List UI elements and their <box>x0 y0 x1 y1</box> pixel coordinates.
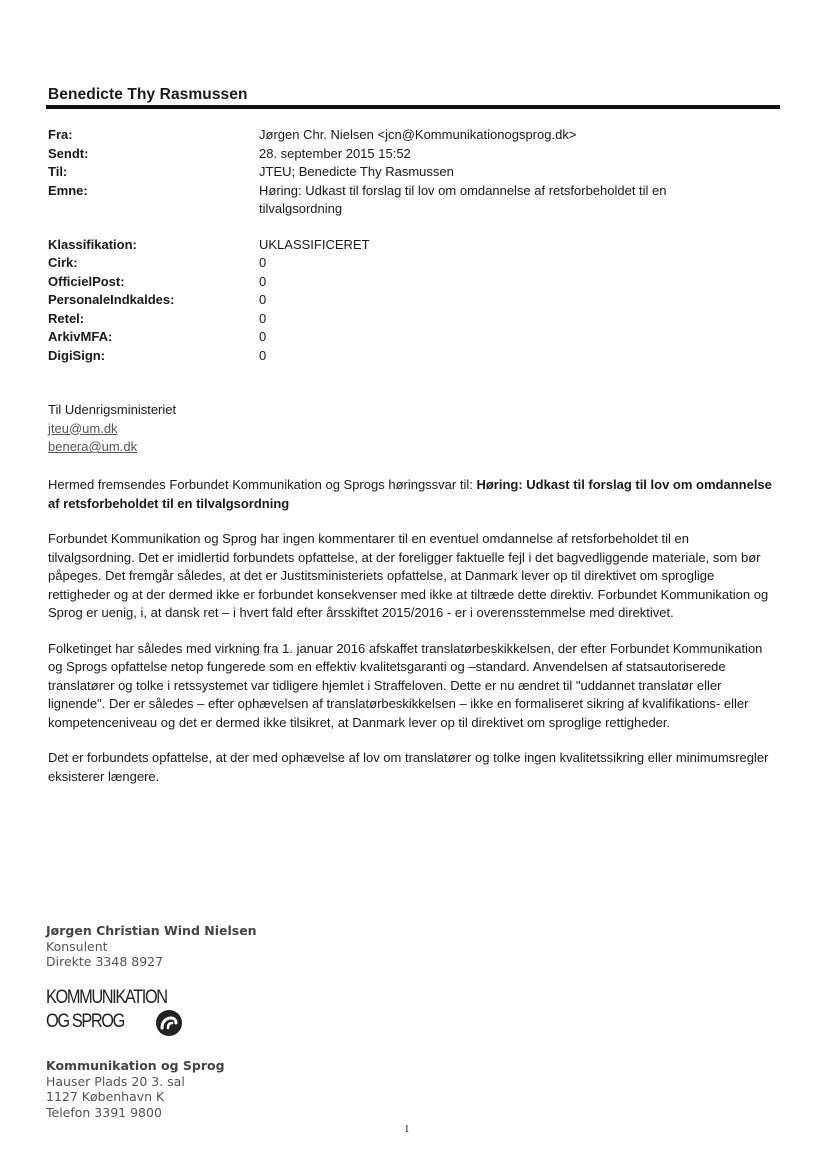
meta-value: 0 <box>259 347 267 363</box>
meta-label: Klassifikation: <box>48 236 137 252</box>
meta-label: OfficielPost: <box>48 273 125 289</box>
meta-value: JTEU; Benedicte Thy Rasmussen <box>259 164 454 179</box>
meta-label: Emne: <box>48 182 88 198</box>
meta-row-arkivmfa <box>48 328 768 347</box>
meta-value: 28. september 2015 15:52 <box>259 145 411 161</box>
meta-row-sent <box>48 145 768 164</box>
sender-heading: Benedicte Thy Rasmussen <box>48 86 248 103</box>
meta-row-digisign <box>48 347 768 366</box>
greeting-block <box>48 401 176 457</box>
email-metadata <box>48 126 768 365</box>
intro-paragraph <box>48 476 772 513</box>
meta-value: UKLASSIFICERET <box>259 236 370 252</box>
meta-row-from <box>48 126 768 145</box>
logo-line-1: KOMMUNIKATION <box>46 987 167 1008</box>
meta-row-to <box>48 163 768 182</box>
organization-name: Kommunikation og Sprog <box>46 1058 225 1073</box>
organization-phone: Telefon 3391 9800 <box>46 1104 162 1120</box>
meta-row-subject <box>48 182 768 219</box>
meta-label: Fra: <box>48 127 73 142</box>
meta-value: 0 <box>259 273 267 289</box>
signature-phone: Direkte 3348 8927 <box>46 954 164 969</box>
meta-label: Retel: <box>48 310 85 326</box>
email-link-jteu[interactable]: jteu@um.dk <box>48 420 118 436</box>
meta-label: ArkivMFA: <box>48 329 113 344</box>
meta-value: 0 <box>259 255 267 270</box>
meta-row-retel <box>48 310 768 329</box>
logo-mark-icon <box>156 1010 182 1036</box>
body-paragraph-3: Det er forbundets opfattelse, at der med ophævelse af lov om translatører og tolke ingen kvalitetssikring eller minimumsregler eksisterer længere. <box>48 750 769 784</box>
meta-value: Jørgen Chr. Nielsen <jcn@Kommunikationogsprog.dk> <box>259 127 577 142</box>
organization-block <box>46 1058 225 1120</box>
meta-value: 0 <box>259 310 267 326</box>
body-paragraph-1: Forbundet Kommunikation og Sprog har ingen kommentarer til en eventuel omdannelse af retsforbeholdet til en tilvalgsordning. Det er imidlertid forbundets opfattelse, at der foreligger faktuelle fejl i det bagvedliggende materiale, som bør påpeges. Det fremgår således, at det er Justitsministeriets opfattelse, at Danmark lever op til direktivet om sproglige rettigheder og at der dermed ikke er forbundet konsekvenser med ikke at tiltræde dette direktiv. Forbundet Kommunikation og Sprog er uenig, i, at dansk ret – i hvert fald efter årsskiftet 2015/2016 - er i overensstemmelse med direktivet. <box>48 531 769 620</box>
email-link-benera[interactable]: benera@um.dk <box>48 439 138 454</box>
meta-row-personaleindkaldes <box>48 291 768 310</box>
organization-city: 1127 København K <box>46 1089 165 1104</box>
signature-name: Jørgen Christian Wind Nielsen <box>46 923 257 938</box>
meta-label: Sendt: <box>48 145 89 161</box>
meta-value: Høring: Udkast til forslag til lov om omdannelse af retsforbeholdet til en tilvalgsordning <box>259 182 667 216</box>
header-rule <box>46 105 780 109</box>
logo-line-2: OG SPROG <box>46 1011 124 1032</box>
signature-title: Konsulent <box>46 938 108 954</box>
organization-logo <box>46 986 186 1042</box>
meta-label: Til: <box>48 164 68 179</box>
meta-row-classification <box>48 236 768 255</box>
meta-row-officielpost <box>48 273 768 292</box>
page-number: 1 <box>404 1123 410 1135</box>
meta-row-cirk <box>48 254 768 273</box>
organization-address: Hauser Plads 20 3. sal <box>46 1073 185 1089</box>
meta-label: PersonaleIndkaldes: <box>48 292 175 307</box>
intro-text: Hermed fremsendes Forbundet Kommunikation og Sprogs høringssvar til: <box>48 477 477 492</box>
meta-value: 0 <box>259 329 267 344</box>
meta-value: 0 <box>259 292 267 307</box>
intro-subject: Høring: Udkast til forslag til lov om omdannelse af retsforbeholdet til en tilvalgsordning <box>48 477 772 511</box>
meta-label: DigiSign: <box>48 347 106 363</box>
meta-label: Cirk: <box>48 255 78 270</box>
signature-block <box>46 923 257 970</box>
body-paragraph-2: Folketinget har således med virkning fra 1. januar 2016 afskaffet translatørbeskikkelsen, der efter Forbundet Kommunikation og Sprogs opfattelse netop fungerede som en effektiv kvalitetsgaranti og –standard. Anvendelsen af statsautoriserede translatører og tolke i retssystemet var tidligere hjemlet i Straffeloven. Dette er nu ændret til "uddannet translatør eller lignende". Der er således – efter ophævelsen af translatørbeskikkelsen – ikke en formaliseret sikring af kvalifikations- eller kompetenceniveau og det er dermed ikke tilsikret, at Danmark lever op til direktivet om sproglige rettigheder. <box>48 640 763 730</box>
email-body <box>48 476 772 803</box>
greeting-line: Til Udenrigsministeriet <box>48 402 177 417</box>
